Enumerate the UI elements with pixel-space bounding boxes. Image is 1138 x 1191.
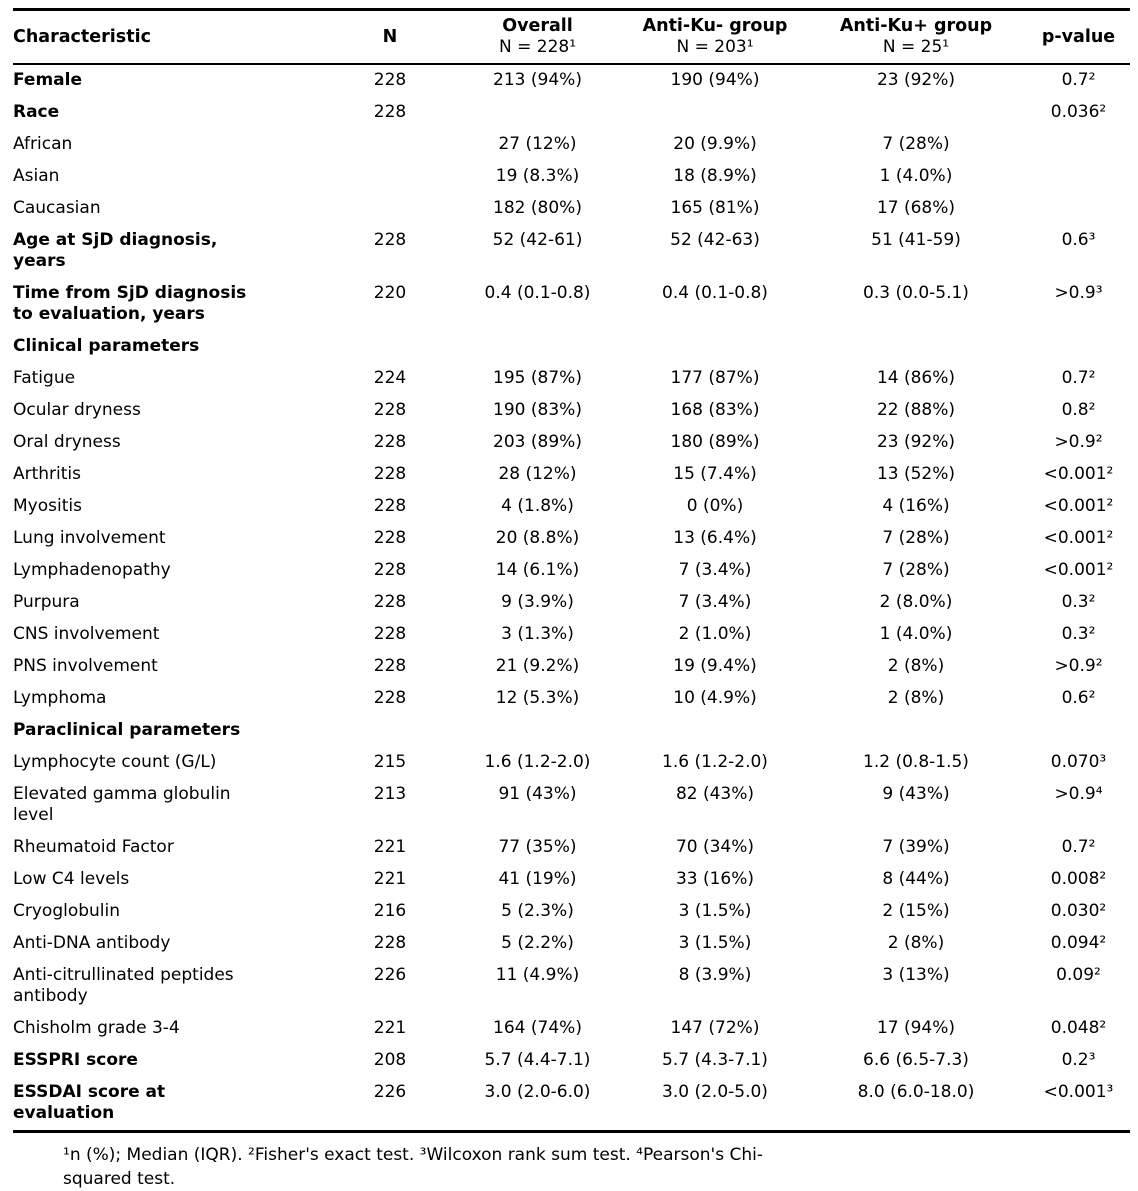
- cell-p-value: 0.3²: [1061, 592, 1096, 612]
- cell-characteristic: PNS involvement: [13, 656, 158, 676]
- cell-n: 216: [373, 901, 407, 921]
- cell-characteristic: Anti-DNA antibody: [13, 933, 171, 953]
- cell-p-value: <0.001²: [1043, 560, 1114, 580]
- cell-overall: 19 (8.3%): [495, 166, 580, 186]
- cell-anti-ku-neg: [625, 331, 805, 363]
- cell-n: 228: [373, 624, 407, 644]
- table-row: [13, 395, 1130, 427]
- cell-overall: 27 (12%): [498, 134, 577, 154]
- table-row: [13, 491, 1130, 523]
- cell-anti-ku-neg: 33 (16%): [675, 869, 755, 889]
- cell-n: 228: [373, 496, 407, 516]
- table-row: [13, 278, 1130, 331]
- cell-characteristic: Paraclinical parameters: [13, 720, 241, 740]
- table-row: [13, 129, 1130, 161]
- cell-p-value: <0.001²: [1043, 528, 1114, 548]
- table-row: [13, 1045, 1130, 1077]
- cell-anti-ku-neg: 3 (1.5%): [678, 901, 752, 921]
- cell-anti-ku-neg: 52 (42-63): [670, 230, 760, 250]
- cell-anti-ku-pos: 9 (43%): [882, 784, 950, 804]
- table-row: [13, 225, 1130, 278]
- cell-n: 221: [373, 837, 407, 857]
- cell-overall: 213 (94%): [493, 70, 582, 90]
- cell-p-value: >0.9²: [1054, 432, 1103, 452]
- cell-anti-ku-pos: 13 (52%): [876, 464, 956, 484]
- cell-n: 208: [373, 1050, 407, 1070]
- cell-p-value: 0.7²: [1061, 837, 1096, 857]
- cell-p-value: 0.7²: [1061, 70, 1096, 90]
- cell-p-value: 0.09²: [1056, 965, 1101, 985]
- cell-anti-ku-pos: 7 (28%): [882, 134, 950, 154]
- table-row: [13, 587, 1130, 619]
- cell-anti-ku-pos: [805, 715, 1027, 747]
- table-row: [13, 779, 1130, 832]
- cell-anti-ku-pos: 14 (86%): [876, 368, 956, 388]
- table-row: [13, 331, 1130, 363]
- cell-n: 224: [373, 368, 407, 388]
- table-row: [13, 651, 1130, 683]
- cell-p-value: <0.001²: [1043, 496, 1114, 516]
- cell-n: 228: [373, 102, 407, 122]
- cell-anti-ku-pos: 2 (8%): [887, 688, 945, 708]
- cell-anti-ku-pos: 7 (39%): [882, 837, 950, 857]
- cell-overall: 195 (87%): [493, 368, 582, 388]
- table-body: [13, 64, 1130, 1132]
- cell-anti-ku-pos: 23 (92%): [876, 432, 956, 452]
- cell-anti-ku-neg: 15 (7.4%): [673, 464, 757, 484]
- cell-anti-ku-pos: [805, 97, 1027, 129]
- cell-n: 213: [373, 784, 407, 804]
- cell-anti-ku-pos: [805, 331, 1027, 363]
- cell-anti-ku-neg: 13 (6.4%): [673, 528, 757, 548]
- cell-n: 220: [373, 283, 407, 303]
- cell-p-value: >0.9⁴: [1054, 784, 1103, 804]
- table-row: [13, 363, 1130, 395]
- cell-anti-ku-neg: [625, 97, 805, 129]
- col-header-p-value: p-value: [1041, 26, 1116, 47]
- table-row: [13, 960, 1130, 1013]
- cell-characteristic: Myositis: [13, 496, 82, 516]
- cell-overall: 21 (9.2%): [495, 656, 580, 676]
- footnote: [63, 1143, 1118, 1191]
- cell-anti-ku-pos: 1 (4.0%): [879, 166, 953, 186]
- cell-anti-ku-pos: 17 (68%): [876, 198, 956, 218]
- cell-n: 228: [373, 592, 407, 612]
- cell-n: 221: [373, 1018, 407, 1038]
- cell-n: 228: [373, 560, 407, 580]
- col-header-overall-title: Overall: [502, 16, 573, 36]
- cell-anti-ku-neg: 10 (4.9%): [673, 688, 757, 708]
- cell-characteristic: Anti-citrullinated peptides antibody: [13, 965, 234, 1006]
- cell-anti-ku-pos: 7 (28%): [882, 560, 950, 580]
- cell-overall: 12 (5.3%): [495, 688, 580, 708]
- cell-p-value: 0.094²: [1050, 933, 1107, 953]
- cell-overall: 190 (83%): [493, 400, 582, 420]
- table-row: [13, 747, 1130, 779]
- cell-n: 221: [373, 869, 407, 889]
- cell-overall: 4 (1.8%): [501, 496, 574, 516]
- cell-anti-ku-pos: 2 (8%): [887, 656, 945, 676]
- cell-overall: 3 (1.3%): [501, 624, 574, 644]
- table-row: [13, 715, 1130, 747]
- cell-anti-ku-pos: 4 (16%): [882, 496, 950, 516]
- cell-anti-ku-neg: 0.4 (0.1-0.8): [662, 283, 768, 303]
- characteristics-table-container: [13, 8, 1130, 1133]
- cell-overall: 28 (12%): [498, 464, 577, 484]
- cell-p-value: 0.008²: [1050, 869, 1107, 889]
- cell-overall: 41 (19%): [498, 869, 577, 889]
- cell-anti-ku-neg: 3.0 (2.0-5.0): [662, 1082, 768, 1102]
- header-row: [13, 10, 1130, 65]
- table-row: [13, 896, 1130, 928]
- cell-anti-ku-pos: 17 (94%): [876, 1018, 956, 1038]
- cell-anti-ku-pos: 0.3 (0.0-5.1): [863, 283, 969, 303]
- cell-characteristic: Elevated gamma globulin level: [13, 784, 231, 825]
- col-header-overall: [450, 10, 625, 65]
- cell-n: [330, 129, 450, 161]
- cell-characteristic: Lymphocyte count (G/L): [13, 752, 217, 772]
- cell-anti-ku-neg: [625, 715, 805, 747]
- cell-characteristic: Purpura: [13, 592, 80, 612]
- cell-overall: [450, 715, 625, 747]
- cell-p-value: [1027, 161, 1130, 193]
- cell-anti-ku-pos: 1 (4.0%): [879, 624, 953, 644]
- cell-n: 228: [373, 528, 407, 548]
- table-row: [13, 864, 1130, 896]
- cell-p-value: 0.048²: [1050, 1018, 1107, 1038]
- col-header-anti-ku-neg-subtitle: N = 203¹: [676, 37, 754, 57]
- table-row: [13, 1013, 1130, 1045]
- characteristics-table: [13, 8, 1130, 1133]
- col-header-anti-ku-pos-title: Anti-Ku+ group: [839, 16, 993, 36]
- cell-characteristic: Clinical parameters: [13, 336, 200, 356]
- cell-characteristic: Arthritis: [13, 464, 82, 484]
- cell-anti-ku-neg: 1.6 (1.2-2.0): [662, 752, 768, 772]
- cell-anti-ku-neg: 2 (1.0%): [678, 624, 752, 644]
- cell-anti-ku-neg: 20 (9.9%): [673, 134, 757, 154]
- table-row: [13, 928, 1130, 960]
- table-row: [13, 64, 1130, 97]
- cell-overall: 3.0 (2.0-6.0): [484, 1082, 591, 1102]
- cell-p-value: 0.7²: [1061, 368, 1096, 388]
- cell-n: 228: [373, 464, 407, 484]
- table-row: [13, 1077, 1130, 1132]
- cell-characteristic: Caucasian: [13, 198, 101, 218]
- cell-overall: 164 (74%): [493, 1018, 582, 1038]
- cell-anti-ku-neg: 70 (34%): [675, 837, 755, 857]
- cell-overall: 0.4 (0.1-0.8): [484, 283, 591, 303]
- cell-characteristic: Time from SjD diagnosis to evaluation, years: [13, 283, 247, 324]
- table-row: [13, 555, 1130, 587]
- cell-p-value: 0.030²: [1050, 901, 1107, 921]
- table-row: [13, 619, 1130, 651]
- col-header-n: N: [382, 26, 398, 47]
- cell-p-value: [1027, 331, 1130, 363]
- cell-p-value: [1027, 193, 1130, 225]
- col-header-characteristic: Characteristic: [13, 26, 151, 47]
- cell-characteristic: Ocular dryness: [13, 400, 141, 420]
- cell-anti-ku-neg: 190 (94%): [670, 70, 760, 90]
- cell-n: 228: [373, 933, 407, 953]
- cell-anti-ku-pos: 1.2 (0.8-1.5): [863, 752, 969, 772]
- cell-characteristic: Lymphadenopathy: [13, 560, 171, 580]
- cell-n: 228: [373, 230, 407, 250]
- col-header-anti-ku-neg-title: Anti-Ku- group: [642, 16, 788, 36]
- cell-anti-ku-neg: 82 (43%): [675, 784, 755, 804]
- cell-characteristic: Asian: [13, 166, 60, 186]
- cell-p-value: <0.001³: [1043, 1082, 1114, 1102]
- cell-overall: 91 (43%): [498, 784, 577, 804]
- table-row: [13, 832, 1130, 864]
- cell-characteristic: African: [13, 134, 73, 154]
- cell-characteristic: Female: [13, 70, 82, 90]
- cell-anti-ku-pos: 2 (8%): [887, 933, 945, 953]
- cell-anti-ku-neg: 147 (72%): [670, 1018, 760, 1038]
- cell-overall: 5 (2.2%): [501, 933, 574, 953]
- cell-n: [330, 715, 450, 747]
- table-row: [13, 97, 1130, 129]
- cell-characteristic: Oral dryness: [13, 432, 121, 452]
- table-row: [13, 193, 1130, 225]
- cell-anti-ku-pos: 23 (92%): [876, 70, 956, 90]
- cell-characteristic: Lymphoma: [13, 688, 107, 708]
- cell-anti-ku-neg: 8 (3.9%): [678, 965, 752, 985]
- cell-overall: 182 (80%): [493, 198, 582, 218]
- cell-overall: [450, 97, 625, 129]
- cell-characteristic: Lung involvement: [13, 528, 166, 548]
- cell-characteristic: ESSPRI score: [13, 1050, 138, 1070]
- cell-overall: 11 (4.9%): [495, 965, 580, 985]
- cell-anti-ku-pos: 2 (8.0%): [879, 592, 953, 612]
- cell-anti-ku-pos: 22 (88%): [876, 400, 956, 420]
- cell-overall: 9 (3.9%): [501, 592, 574, 612]
- cell-n: 228: [373, 70, 407, 90]
- cell-p-value: <0.001²: [1043, 464, 1114, 484]
- cell-overall: 20 (8.8%): [495, 528, 580, 548]
- table-row: [13, 459, 1130, 491]
- cell-anti-ku-neg: 7 (3.4%): [678, 560, 752, 580]
- cell-anti-ku-pos: 51 (41-59): [871, 230, 961, 250]
- table-row: [13, 523, 1130, 555]
- cell-n: 215: [373, 752, 407, 772]
- cell-overall: 203 (89%): [493, 432, 582, 452]
- cell-anti-ku-pos: 8.0 (6.0-18.0): [857, 1082, 975, 1102]
- cell-overall: 5 (2.3%): [501, 901, 574, 921]
- cell-p-value: [1027, 715, 1130, 747]
- col-header-overall-subtitle: N = 228¹: [498, 37, 577, 57]
- cell-anti-ku-pos: 6.6 (6.5-7.3): [863, 1050, 969, 1070]
- col-header-anti-ku-pos-subtitle: N = 25¹: [882, 37, 950, 57]
- cell-overall: 14 (6.1%): [495, 560, 580, 580]
- cell-characteristic: Low C4 levels: [13, 869, 130, 889]
- cell-n: 228: [373, 432, 407, 452]
- cell-anti-ku-neg: 0 (0%): [686, 496, 744, 516]
- cell-p-value: 0.8²: [1061, 400, 1096, 420]
- cell-overall: 52 (42-61): [492, 230, 583, 250]
- cell-n: 228: [373, 656, 407, 676]
- cell-characteristic: Race: [13, 102, 60, 122]
- footnote-line-2: squared test.: [63, 1169, 176, 1189]
- cell-n: 228: [373, 400, 407, 420]
- table-row: [13, 427, 1130, 459]
- cell-p-value: 0.036²: [1050, 102, 1107, 122]
- cell-n: 228: [373, 688, 407, 708]
- footnote-line-1: ¹n (%); Median (IQR). ²Fisher's exact test. ³Wilcoxon rank sum test. ⁴Pearson's Chi-: [63, 1145, 763, 1165]
- cell-overall: 77 (35%): [498, 837, 577, 857]
- cell-anti-ku-neg: 19 (9.4%): [673, 656, 757, 676]
- cell-characteristic: Fatigue: [13, 368, 76, 388]
- cell-anti-ku-neg: 180 (89%): [670, 432, 760, 452]
- cell-p-value: 0.2³: [1061, 1050, 1096, 1070]
- cell-p-value: [1027, 129, 1130, 161]
- cell-n: 226: [373, 965, 407, 985]
- cell-p-value: 0.3²: [1061, 624, 1096, 644]
- cell-n: 226: [373, 1082, 407, 1102]
- cell-anti-ku-neg: 177 (87%): [670, 368, 760, 388]
- cell-n: [330, 161, 450, 193]
- cell-anti-ku-neg: 3 (1.5%): [678, 933, 752, 953]
- cell-anti-ku-pos: 2 (15%): [882, 901, 950, 921]
- cell-characteristic: ESSDAI score at evaluation: [13, 1082, 166, 1123]
- table-row: [13, 161, 1130, 193]
- table-row: [13, 683, 1130, 715]
- cell-characteristic: Age at SjD diagnosis, years: [13, 230, 218, 271]
- cell-n: [330, 193, 450, 225]
- table-header: [13, 10, 1130, 65]
- col-header-anti-ku-pos: [805, 10, 1027, 65]
- cell-characteristic: Cryoglobulin: [13, 901, 121, 921]
- cell-anti-ku-pos: 3 (13%): [882, 965, 950, 985]
- col-header-anti-ku-neg: [625, 10, 805, 65]
- cell-anti-ku-neg: 7 (3.4%): [678, 592, 752, 612]
- cell-anti-ku-pos: 7 (28%): [882, 528, 950, 548]
- cell-anti-ku-neg: 18 (8.9%): [673, 166, 757, 186]
- cell-p-value: >0.9²: [1054, 656, 1103, 676]
- cell-overall: 1.6 (1.2-2.0): [484, 752, 591, 772]
- cell-overall: 5.7 (4.4-7.1): [484, 1050, 591, 1070]
- cell-anti-ku-neg: 165 (81%): [670, 198, 760, 218]
- cell-p-value: 0.6²: [1061, 688, 1096, 708]
- cell-overall: [450, 331, 625, 363]
- cell-anti-ku-pos: 8 (44%): [882, 869, 950, 889]
- cell-p-value: 0.6³: [1061, 230, 1096, 250]
- cell-characteristic: CNS involvement: [13, 624, 160, 644]
- cell-characteristic: Rheumatoid Factor: [13, 837, 174, 857]
- cell-n: [330, 331, 450, 363]
- cell-p-value: 0.070³: [1050, 752, 1107, 772]
- cell-p-value: >0.9³: [1054, 283, 1103, 303]
- cell-characteristic: Chisholm grade 3-4: [13, 1018, 180, 1038]
- cell-anti-ku-neg: 168 (83%): [670, 400, 760, 420]
- cell-anti-ku-neg: 5.7 (4.3-7.1): [662, 1050, 768, 1070]
